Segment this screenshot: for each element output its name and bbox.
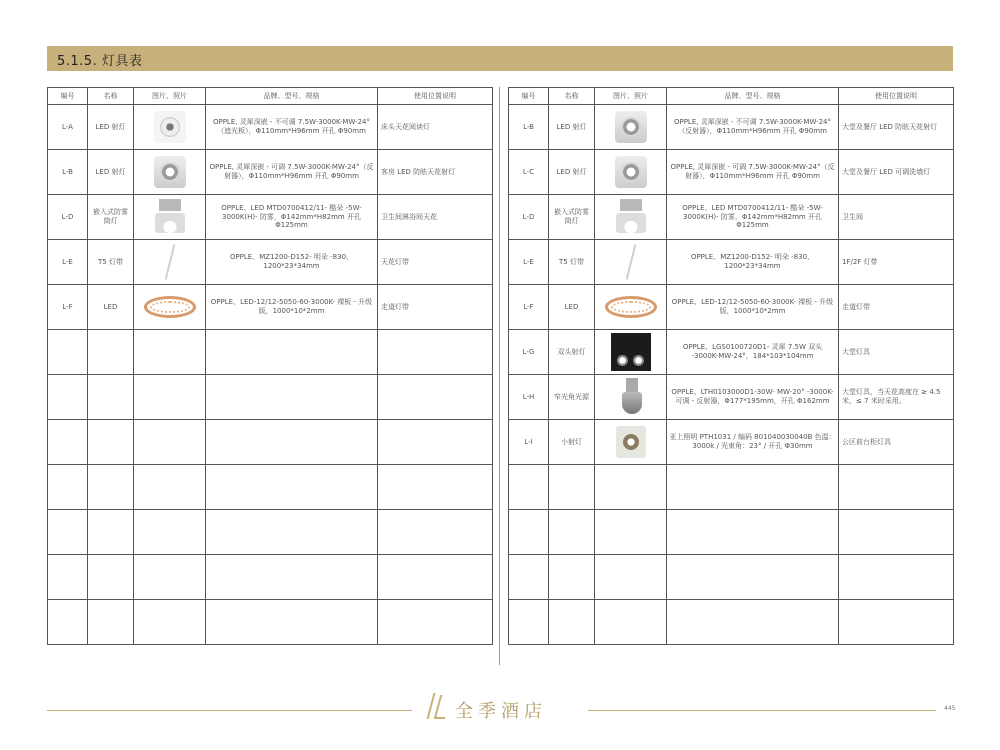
spotlight-photo-icon — [615, 156, 647, 188]
spotlight-photo-icon — [154, 111, 186, 143]
cell-location: 卫生间淋浴间天花 — [378, 195, 493, 240]
header-code: 编号 — [509, 88, 549, 105]
table-row — [509, 105, 954, 150]
header-name: 名称 — [549, 88, 595, 105]
header-location: 使用位置说明 — [378, 88, 493, 105]
track-photo-icon — [616, 378, 646, 416]
cell-location: 床头天花阅读灯 — [378, 105, 493, 150]
strip-photo-icon — [144, 292, 196, 322]
cell-name — [88, 420, 134, 465]
cell-spec — [667, 600, 839, 645]
cell-spec: OPPLE、LTH0103000D1-30W- MW-20° -3000K- 可调 - 反射器，Φ177*195mm，开孔 Φ162mm — [667, 375, 839, 420]
cell-location — [839, 465, 954, 510]
table-row — [48, 195, 493, 240]
cell-image — [595, 375, 667, 420]
table-row — [48, 330, 493, 375]
cell-spec: OPPLE、LED-12/12-5050-60-3000K- 裸板 - 升级 版，1000*10*2mm — [667, 285, 839, 330]
cell-code: L-F — [509, 285, 549, 330]
table-row — [48, 240, 493, 285]
cell-spec: OPPLE、LED MTD0700412/11- 酷朵 -5W-3000K(H)- 防雾，Φ142mm*H82mm 开孔 Φ125mm — [206, 195, 378, 240]
cell-name: LED 射灯 — [88, 150, 134, 195]
cell-image — [595, 150, 667, 195]
cell-code: L-G — [509, 330, 549, 375]
cell-location: 公区前台柜灯具 — [839, 420, 954, 465]
page-number: 445 — [944, 705, 956, 712]
cell-name: 双头射灯 — [549, 330, 595, 375]
cell-code — [48, 330, 88, 375]
header-spec: 品牌、型号、规格 — [206, 88, 378, 105]
header-location: 使用位置说明 — [839, 88, 954, 105]
cell-image — [134, 240, 206, 285]
cell-location — [378, 330, 493, 375]
fixture-table-left — [47, 87, 493, 645]
table-row — [509, 330, 954, 375]
table-row — [48, 105, 493, 150]
cell-spec — [667, 555, 839, 600]
cell-code — [509, 555, 549, 600]
cell-image — [134, 330, 206, 375]
cell-code — [48, 510, 88, 555]
table-body — [48, 105, 493, 645]
table-row — [509, 195, 954, 240]
cell-spec: OPPLE、LGS0100720D1- 灵犀 7.5W 双头 -3000K-MW-24°，184*103*104mm — [667, 330, 839, 375]
cell-code: L-H — [509, 375, 549, 420]
section-title: 5.1.5. 灯具表 — [57, 54, 143, 69]
cell-spec — [206, 510, 378, 555]
table-row — [48, 510, 493, 555]
cell-location: 大堂灯具 — [839, 330, 954, 375]
cell-image — [134, 510, 206, 555]
cell-image — [595, 285, 667, 330]
cell-location — [839, 600, 954, 645]
table-row — [48, 420, 493, 465]
downlight-photo-icon — [155, 199, 185, 235]
cell-spec — [206, 465, 378, 510]
section-header-bar — [47, 46, 953, 71]
mini-photo-icon — [616, 426, 646, 458]
twin-photo-icon — [611, 333, 651, 371]
cell-location — [378, 420, 493, 465]
cell-spec — [206, 600, 378, 645]
cell-spec: OPPLE、MZ1200-D152- 明朵 -830、1200*23*34mm — [667, 240, 839, 285]
footer-rule-right — [588, 710, 936, 711]
cell-spec: OPPLE、LED MTD0700412/11- 酷朵 -5W-3000K(H)- 防雾，Φ142mm*H82mm 开孔 Φ125mm — [667, 195, 839, 240]
cell-location: 天花灯带 — [378, 240, 493, 285]
cell-code: L-I — [509, 420, 549, 465]
table-row — [509, 240, 954, 285]
cell-location: 卫生间 — [839, 195, 954, 240]
cell-code: L-B — [509, 105, 549, 150]
cell-name — [88, 600, 134, 645]
cell-code: L-C — [509, 150, 549, 195]
cell-name: 嵌入式防雾筒灯 — [549, 195, 595, 240]
fixture-table-right — [508, 87, 954, 645]
cell-image — [134, 105, 206, 150]
cell-code — [48, 420, 88, 465]
cell-image — [595, 600, 667, 645]
brand-logo-icon — [428, 693, 448, 721]
cell-code — [48, 465, 88, 510]
table-row — [48, 465, 493, 510]
cell-spec — [206, 330, 378, 375]
cell-name: LED 射灯 — [549, 150, 595, 195]
header-image: 图片、照片 — [134, 88, 206, 105]
cell-image — [134, 555, 206, 600]
cell-name: LED 射灯 — [549, 105, 595, 150]
header-name: 名称 — [88, 88, 134, 105]
cell-name: LED 射灯 — [88, 105, 134, 150]
table-row — [48, 600, 493, 645]
cell-code: L-E — [48, 240, 88, 285]
cell-location — [378, 465, 493, 510]
table-header — [509, 88, 954, 105]
table-row — [509, 465, 954, 510]
center-divider — [499, 87, 500, 665]
cell-location — [378, 375, 493, 420]
cell-location: 大堂及餐厅 LED 可调洗墙灯 — [839, 150, 954, 195]
cell-name: T5 灯带 — [549, 240, 595, 285]
cell-name — [88, 555, 134, 600]
cell-code: L-D — [48, 195, 88, 240]
cell-location: 大堂及餐厅 LED 防眩天花射灯 — [839, 105, 954, 150]
cell-name: T5 灯带 — [88, 240, 134, 285]
cell-location — [378, 510, 493, 555]
cell-image — [134, 195, 206, 240]
cell-code — [48, 555, 88, 600]
table-row — [48, 150, 493, 195]
cell-image — [595, 330, 667, 375]
table-row — [48, 285, 493, 330]
table-row — [509, 600, 954, 645]
cell-name — [549, 510, 595, 555]
cell-code: L-B — [48, 150, 88, 195]
cell-code: L-E — [509, 240, 549, 285]
table-row — [48, 555, 493, 600]
cell-image — [134, 420, 206, 465]
cell-code: L-D — [509, 195, 549, 240]
cell-spec: OPPLE, 灵犀深嵌 - 可调 7.5W-3000K-MW-24°（反射器），Φ110mm*H96mm 开孔 Φ90mm — [206, 150, 378, 195]
cell-code — [509, 600, 549, 645]
cell-image — [595, 195, 667, 240]
cell-image — [134, 465, 206, 510]
cell-name — [549, 465, 595, 510]
header-spec: 品牌、型号、规格 — [667, 88, 839, 105]
cell-code — [509, 510, 549, 555]
cell-image — [134, 375, 206, 420]
cell-spec: OPPLE、MZ1200-D152- 明朵 -830、1200*23*34mm — [206, 240, 378, 285]
footer-rule-left — [47, 710, 412, 711]
cell-location — [839, 510, 954, 555]
cell-name: 嵌入式防雾筒灯 — [88, 195, 134, 240]
cell-image — [595, 105, 667, 150]
header-image: 图片、照片 — [595, 88, 667, 105]
table-body — [509, 105, 954, 645]
cell-name: 小射灯 — [549, 420, 595, 465]
cell-location: 大堂灯具，当天花高度在 ≥ 4.5 米，≤ 7 米时采用。 — [839, 375, 954, 420]
cell-location — [378, 600, 493, 645]
tube-photo-icon — [624, 244, 638, 280]
cell-image — [595, 420, 667, 465]
cell-image — [134, 150, 206, 195]
cell-name — [88, 330, 134, 375]
cell-spec: OPPLE、LED-12/12-5050-60-3000K- 裸板 - 升级 版，1000*10*2mm — [206, 285, 378, 330]
strip-photo-icon — [605, 292, 657, 322]
cell-code: L-F — [48, 285, 88, 330]
cell-image — [134, 600, 206, 645]
cell-spec — [206, 375, 378, 420]
cell-name: LED — [549, 285, 595, 330]
cell-image — [595, 465, 667, 510]
spotlight-photo-icon — [154, 156, 186, 188]
cell-spec: OPPLE, 灵犀深嵌 - 不可调 7.5W-3000K-MW-24°（反射器），Φ110mm*H96mm 开孔 Φ90mm — [667, 105, 839, 150]
cell-code: L-A — [48, 105, 88, 150]
cell-code — [48, 375, 88, 420]
cell-image — [595, 555, 667, 600]
spotlight-photo-icon — [615, 111, 647, 143]
header-code: 编号 — [48, 88, 88, 105]
tube-photo-icon — [163, 244, 177, 280]
cell-spec — [667, 510, 839, 555]
cell-spec — [206, 555, 378, 600]
cell-location: 走道灯带 — [839, 285, 954, 330]
cell-spec: OPPLE, 灵犀深嵌 - 不可调 7.5W-3000K-MW-24°（遮光板），Φ110mm*H96mm 开孔 Φ90mm — [206, 105, 378, 150]
cell-location — [839, 555, 954, 600]
table-row — [509, 420, 954, 465]
downlight-photo-icon — [616, 199, 646, 235]
table-row — [48, 375, 493, 420]
cell-name — [88, 375, 134, 420]
table-header — [48, 88, 493, 105]
footer-brand: 全季酒店 — [455, 701, 547, 722]
cell-name: LED — [88, 285, 134, 330]
cell-spec: 亚上照明 PTH1031 / 编码 801040030040B 色温：3000k / 光束角：23° / 开孔 Φ30mm — [667, 420, 839, 465]
table-row — [509, 150, 954, 195]
cell-image — [595, 240, 667, 285]
cell-spec — [667, 465, 839, 510]
cell-name — [88, 465, 134, 510]
table-row — [509, 555, 954, 600]
cell-code — [48, 600, 88, 645]
table-row — [509, 285, 954, 330]
cell-name: 窄光角光源 — [549, 375, 595, 420]
table-row — [509, 510, 954, 555]
cell-location: 客房 LED 防眩天花射灯 — [378, 150, 493, 195]
table-row — [509, 375, 954, 420]
cell-name — [549, 600, 595, 645]
cell-name — [549, 555, 595, 600]
cell-name — [88, 510, 134, 555]
cell-location: 1F/2F 灯带 — [839, 240, 954, 285]
cell-location: 走道灯带 — [378, 285, 493, 330]
cell-code — [509, 465, 549, 510]
cell-spec — [206, 420, 378, 465]
cell-spec: OPPLE, 灵犀深嵌 - 可调 7.5W-3000K-MW-24°（反射器），Φ110mm*H96mm 开孔 Φ90mm — [667, 150, 839, 195]
cell-image — [134, 285, 206, 330]
cell-image — [595, 510, 667, 555]
cell-location — [378, 555, 493, 600]
